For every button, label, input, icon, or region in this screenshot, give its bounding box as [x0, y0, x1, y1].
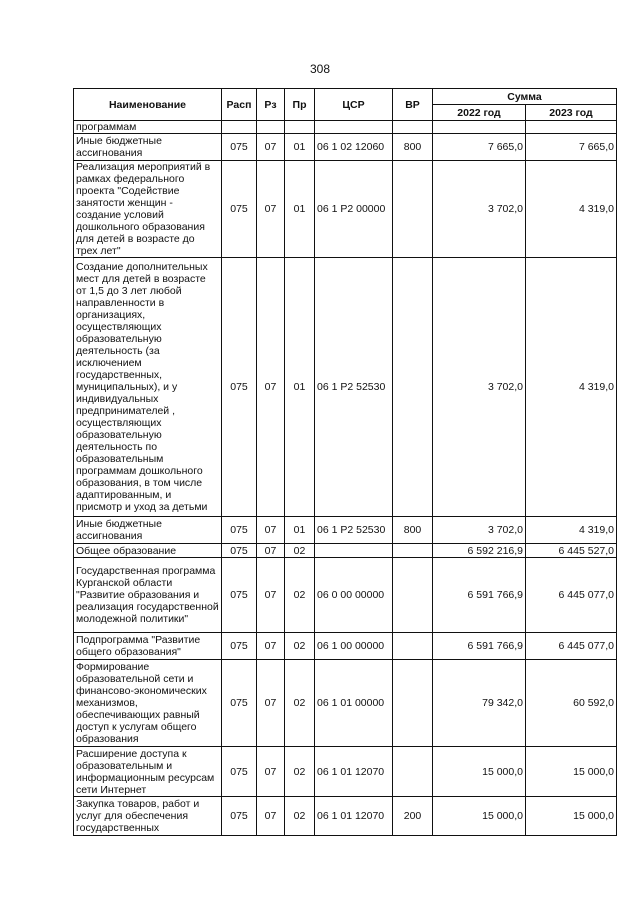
row-rz: 07	[257, 797, 285, 836]
row-csr: 06 0 00 00000	[315, 558, 393, 633]
row-rasp: 075	[222, 161, 257, 258]
row-sum-2022: 6 592 216,9	[433, 544, 526, 558]
table-row	[74, 121, 617, 134]
row-rz	[257, 121, 285, 134]
page-number: 308	[309, 62, 331, 76]
row-sum-2022: 7 665,0	[433, 134, 526, 161]
row-sum-2023: 15 000,0	[526, 747, 617, 797]
row-vr: 800	[393, 517, 433, 544]
row-sum-2022: 3 702,0	[433, 517, 526, 544]
row-csr: 06 1 02 12060	[315, 134, 393, 161]
row-rasp: 075	[222, 633, 257, 660]
row-csr: 06 1 01 00000	[315, 660, 393, 747]
row-rz: 07	[257, 633, 285, 660]
row-pr: 01	[285, 517, 315, 544]
row-name: Иные бюджетные ассигнования	[74, 134, 222, 161]
row-vr: 800	[393, 134, 433, 161]
row-sum-2023: 4 319,0	[526, 161, 617, 258]
header-rz: Рз	[257, 89, 285, 121]
row-rasp: 075	[222, 258, 257, 517]
row-name: Формирование образовательной сети и финансово-экономических механизмов, обеспечивающих равный доступ к услугам общего образования	[74, 660, 222, 747]
row-vr: 200	[393, 797, 433, 836]
budget-table	[73, 88, 617, 836]
row-sum-2023: 6 445 077,0	[526, 558, 617, 633]
table-row	[74, 797, 617, 836]
row-sum-2023: 6 445 527,0	[526, 544, 617, 558]
row-sum-2023: 15 000,0	[526, 797, 617, 836]
row-name: Государственная программа Курганской области "Развитие образования и реализация государственной молодежной политики"	[74, 558, 222, 633]
row-name: Общее образование	[74, 544, 222, 558]
row-rz: 07	[257, 517, 285, 544]
row-name: Закупка товаров, работ и услуг для обеспечения государственных	[74, 797, 222, 836]
row-pr: 02	[285, 558, 315, 633]
row-csr	[315, 121, 393, 134]
row-rasp: 075	[222, 660, 257, 747]
row-pr: 02	[285, 544, 315, 558]
table-row	[74, 544, 617, 558]
row-pr: 02	[285, 797, 315, 836]
row-rasp: 075	[222, 797, 257, 836]
row-pr: 01	[285, 161, 315, 258]
table-row	[74, 161, 617, 258]
row-name: Создание дополнительных мест для детей в возрасте от 1,5 до 3 лет любой направленности в организациях, осуществляющих образовательную деятельность (за исключением государственных, муниципальных), и у индивидуальных предпринимателей , осуществляющих образовательную деятельность по образовательным программам дошкольного образования, в том числе адаптированным, и присмотр и уход за детьми	[74, 258, 222, 517]
header-rasp: Расп	[222, 89, 257, 121]
table-row	[74, 558, 617, 633]
row-sum-2023: 7 665,0	[526, 134, 617, 161]
row-sum-2022: 6 591 766,9	[433, 633, 526, 660]
row-sum-2023: 4 319,0	[526, 258, 617, 517]
row-vr	[393, 747, 433, 797]
row-rz: 07	[257, 660, 285, 747]
row-rz: 07	[257, 258, 285, 517]
header-pr: Пр	[285, 89, 315, 121]
table-row	[74, 660, 617, 747]
header-sum: Сумма	[433, 89, 617, 105]
row-sum-2022: 15 000,0	[433, 797, 526, 836]
row-csr: 06 1 01 12070	[315, 797, 393, 836]
row-name: Подпрограмма "Развитие общего образования"	[74, 633, 222, 660]
header-vr: ВР	[393, 89, 433, 121]
table-row	[74, 747, 617, 797]
row-sum-2023: 4 319,0	[526, 517, 617, 544]
row-rz: 07	[257, 544, 285, 558]
table-row	[74, 258, 617, 517]
header-year-2023: 2023 год	[526, 105, 617, 121]
row-csr	[315, 544, 393, 558]
row-rasp: 075	[222, 544, 257, 558]
row-rasp: 075	[222, 747, 257, 797]
row-vr	[393, 121, 433, 134]
row-rz: 07	[257, 558, 285, 633]
row-name: программам	[74, 121, 222, 134]
row-sum-2023: 60 592,0	[526, 660, 617, 747]
row-pr: 02	[285, 660, 315, 747]
row-csr: 06 1 P2 00000	[315, 161, 393, 258]
row-vr	[393, 258, 433, 517]
row-sum-2022	[433, 121, 526, 134]
row-vr	[393, 544, 433, 558]
row-rasp: 075	[222, 517, 257, 544]
row-vr	[393, 633, 433, 660]
row-pr: 01	[285, 134, 315, 161]
row-sum-2023: 6 445 077,0	[526, 633, 617, 660]
row-sum-2022: 6 591 766,9	[433, 558, 526, 633]
row-name: Реализация мероприятий в рамках федерального проекта "Содействие занятости женщин - создание условий дошкольного образования для детей в возрасте до трех лет"	[74, 161, 222, 258]
row-rasp: 075	[222, 558, 257, 633]
row-pr: 01	[285, 258, 315, 517]
table-row	[74, 633, 617, 660]
header-csr: ЦСР	[315, 89, 393, 121]
table-row	[74, 517, 617, 544]
row-rz: 07	[257, 134, 285, 161]
row-csr: 06 1 01 12070	[315, 747, 393, 797]
row-sum-2022: 3 702,0	[433, 258, 526, 517]
row-pr: 02	[285, 633, 315, 660]
row-rasp	[222, 121, 257, 134]
row-name: Расширение доступа к образовательным и информационным ресурсам сети Интернет	[74, 747, 222, 797]
row-csr: 06 1 P2 52530	[315, 258, 393, 517]
row-sum-2022: 15 000,0	[433, 747, 526, 797]
row-rz: 07	[257, 161, 285, 258]
row-vr	[393, 558, 433, 633]
row-sum-2022: 79 342,0	[433, 660, 526, 747]
row-vr	[393, 660, 433, 747]
row-vr	[393, 161, 433, 258]
row-name: Иные бюджетные ассигнования	[74, 517, 222, 544]
row-sum-2022: 3 702,0	[433, 161, 526, 258]
row-sum-2023	[526, 121, 617, 134]
row-csr: 06 1 00 00000	[315, 633, 393, 660]
row-pr	[285, 121, 315, 134]
row-rz: 07	[257, 747, 285, 797]
row-pr: 02	[285, 747, 315, 797]
row-rasp: 075	[222, 134, 257, 161]
row-csr: 06 1 P2 52530	[315, 517, 393, 544]
header-year-2022: 2022 год	[433, 105, 526, 121]
table-row	[74, 134, 617, 161]
header-name: Наименование	[74, 89, 222, 121]
